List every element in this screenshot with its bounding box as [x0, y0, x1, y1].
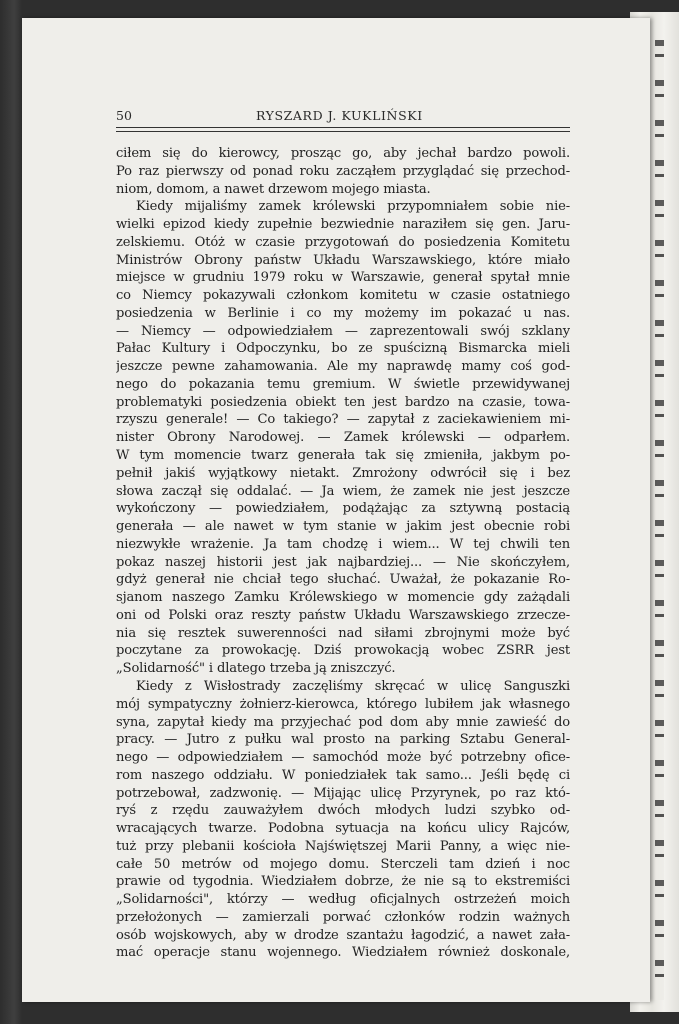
text-line: — Niemcy — odpowiedziałem — zaprezentowali swój szklany: [116, 323, 570, 339]
text-line: nego — odpowiedziałem — samochód może być potrzebny ofice-: [116, 750, 570, 766]
text-line: mać operacje stanu wojennego. Wiedziałem również doskonale,: [116, 945, 570, 961]
text-line: co Niemcy pokazywali członkom komitetu w czasie ostatniego: [116, 288, 570, 304]
text-line: ryś z rzędu zauważyłem dwóch młodych ludzi szybko od-: [116, 803, 570, 819]
text-line: nister Obrony Narodowej. — Zamek królewski — odparłem.: [116, 430, 570, 446]
running-head: [116, 106, 570, 126]
header-rule-top: [116, 127, 570, 128]
text-line: niezwykłe wrażenie. Ja tam chodzę i wiem... W tej chwili ten: [116, 536, 570, 552]
text-line: „Solidarności", którzy — według oficjalnych ostrzeżeń moich: [116, 892, 570, 908]
page-number: 50: [116, 108, 132, 123]
text-line: Po raz pierwszy od ponad roku zacząłem przyglądać się przechod-: [116, 163, 570, 179]
text-line: pełnił jakiś wyjątkowy nietakt. Zmrożony odwrócił się i bez: [116, 465, 570, 481]
text-line: pokaz naszej historii jest jak najbardziej... — Nie skończyłem,: [116, 554, 570, 570]
text-line: poczytane za prowokację. Dziś prowokacją wobec ZSRR jest: [116, 643, 570, 659]
text-line: oni od Polski oraz reszty państw Układu Warszawskiego zrzecze-: [116, 607, 570, 623]
text-line: rzyszu generale! — Co takiego? — zapytał z zaciekawieniem mi-: [116, 412, 570, 428]
text-line: niom, domom, a nawet drzewom mojego miasta.: [116, 181, 431, 197]
text-line: pracy. — Jutro z pułku wal prosto na parking Sztabu General-: [116, 732, 570, 748]
text-line: nego do pokazania temu gremium. W świetle przewidywanej: [116, 376, 570, 392]
running-head-title: RYSZARD J. KUKLIŃSKI: [256, 108, 423, 123]
text-line: Kiedy z Wisłostrady zaczęliśmy skręcać w ulicę Sanguszki: [136, 678, 570, 694]
text-line: jeszcze pewne zahamowania. Ale my naprawdę mamy coś god-: [116, 359, 570, 375]
page-stack-edge: [655, 40, 664, 1000]
header-rule-bottom: [116, 131, 570, 132]
text-line: osób wojskowych, aby w drodze szantażu łagodzić, a nawet zała-: [116, 927, 570, 943]
text-line: wielki epizod kiedy zupełnie bezwiednie naraziłem się gen. Jaru-: [116, 217, 570, 233]
text-line: przełożonych — zamierzali porwać członków rodzin ważnych: [116, 909, 570, 925]
text-line: całe 50 metrów od mojego domu. Sterczeli tam dzień i noc: [116, 856, 570, 872]
text-line: wracających twarze. Podobna sytuacja na końcu ulicy Rajców,: [116, 821, 570, 837]
text-line: Pałac Kultury i Odpoczynku, bo ze spuścizną Bismarcka mieli: [116, 341, 570, 357]
text-line: posiedzenia w Berlinie i co my możemy im pokazać u nas.: [116, 305, 570, 321]
body-text: [116, 145, 570, 962]
text-line: mój sympatyczny żołnierz-kierowca, którego lubiłem jak własnego: [116, 696, 570, 712]
text-line: problematyki posiedzenia obiekt ten jest bardzo na czasie, towa-: [116, 394, 570, 410]
text-line: potrzebował, zadzwonię. — Mijając ulicę Przyrynek, po raz któ-: [116, 785, 570, 801]
text-line: tuż przy plebanii kościoła Najświętszej Marii Panny, a więc nie-: [116, 838, 570, 854]
text-line: „Solidarność" i dlatego trzeba ją zniszczyć.: [116, 661, 396, 677]
text-line: prawie od tygodnia. Wiedziałem dobrze, że nie są to ekstremiści: [116, 874, 570, 890]
text-line: gdyż generał nie chciał tego słuchać. Uważał, że pokazanie Ro-: [116, 572, 570, 588]
text-line: słowa zaczął się oddalać. — Ja wiem, że zamek nie jest jeszcze: [116, 483, 570, 499]
text-line: syna, zapytał kiedy ma przyjechać pod dom aby mnie zawieść do: [116, 714, 570, 730]
text-line: generała — ale nawet w tym stanie w jakim jest obecnie robi: [116, 519, 570, 535]
text-line: zelskiemu. Otóż w czasie przygotowań do posiedzenia Komitetu: [116, 234, 570, 250]
text-line: Ministrów Obrony państw Układu Warszawskiego, które miało: [116, 252, 570, 268]
text-line: wykończony — powiedziałem, podążając za sztywną postacią: [116, 501, 570, 517]
text-line: ciłem się do kierowcy, prosząc go, aby jechał bardzo powoli.: [116, 146, 570, 161]
text-line: sjanom naszego Zamku Królewskiego w momencie gdy zażądali: [116, 590, 570, 606]
text-line: W tym momencie twarz generała tak się zmieniła, jakbym po-: [116, 448, 570, 464]
text-line: rom naszego oddziału. W poniedziałek tak samo... Jeśli będę ci: [116, 767, 570, 783]
text-line: nia się resztek suwerenności nad siłami zbrojnymi może być: [116, 625, 570, 641]
text-line: miejsce w grudniu 1979 roku w Warszawie, generał spytał mnie: [116, 270, 570, 286]
text-line: Kiedy mijaliśmy zamek królewski przypomniałem sobie nie-: [136, 199, 570, 215]
